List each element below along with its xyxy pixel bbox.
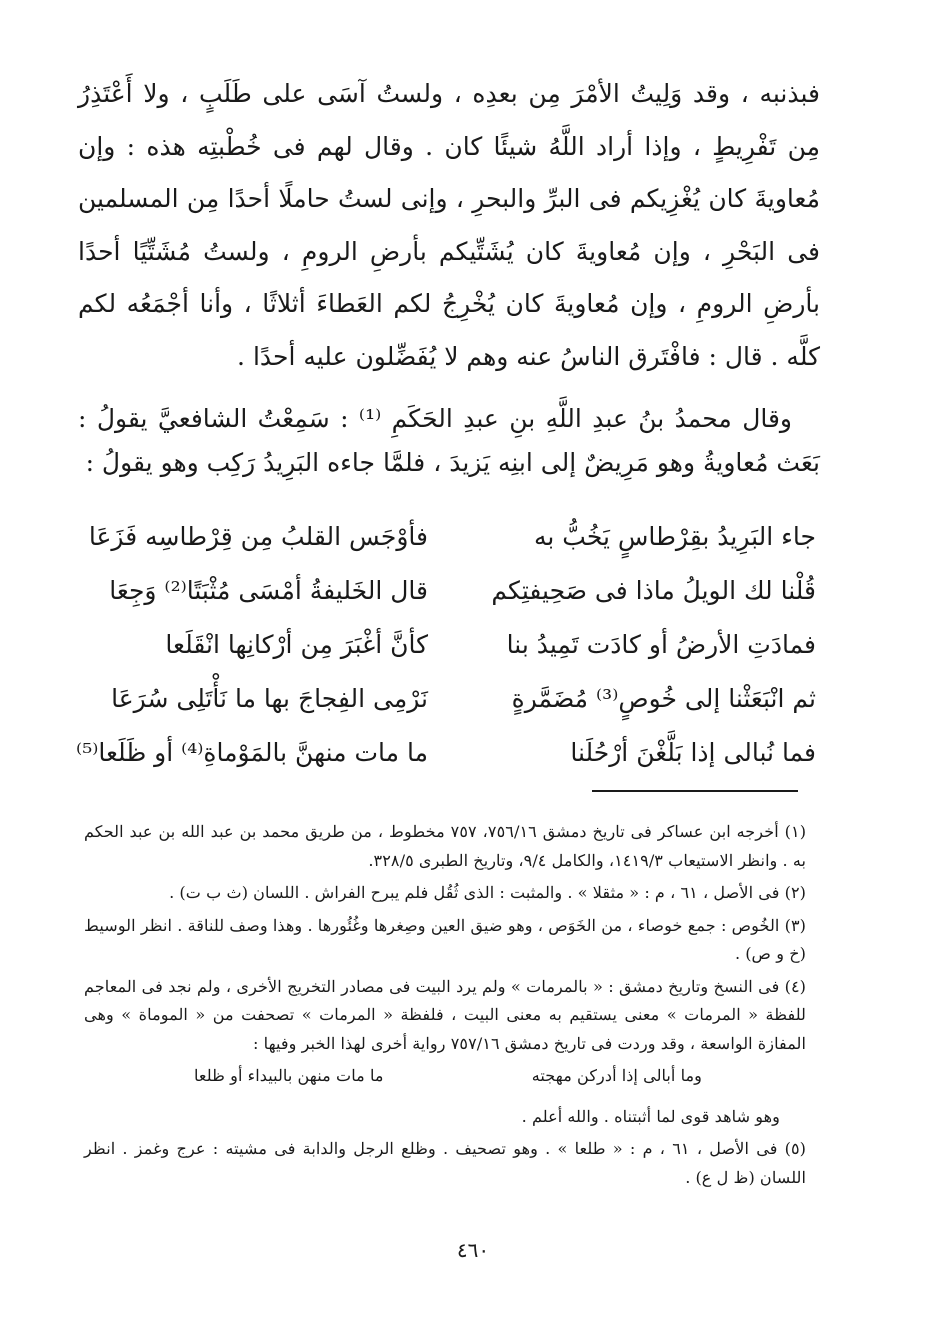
verse-first-hemistich: فمادَتِ الأرضُ أو كادَت تَمِيدُ بنا	[506, 630, 816, 659]
footnote-4-verse	[84, 1062, 806, 1091]
footnote-3: (٣) الخُوص : جمع خوصاء ، من الخَوَص ، وهو ضيق العين وصِغرها وغُئُورها . وهذا وصف للناقة . انظر الوسيط (خ و ص) .	[84, 915, 806, 963]
verse-second-hemistich: قال الخَليفةُ أمْسَى مُثْبَتًا⁽²⁾ وَجِعَا	[109, 576, 428, 605]
verse-first-hemistich: قُلْنا لك الويلُ ماذا فى صَحِيفتِكم	[491, 576, 816, 605]
footnote-divider	[592, 790, 798, 792]
poem-verse	[78, 726, 820, 780]
footnote-verse-second: ما مات منهن بالبيداء أو ظلعا	[194, 1066, 384, 1085]
footnotes	[84, 818, 806, 1196]
poem	[78, 510, 820, 780]
verse-second-hemistich: نَرْمِى الفِجاجَ بها ما نَأْتَلِى سُرَعَا	[111, 684, 428, 713]
page-number: ٤٦٠	[456, 1238, 490, 1262]
footnote-1: (١) أخرجه ابن عساكر فى تاريخ دمشق ٧٥٦/١٦، ٧٥٧ مخطوط ، من طريق محمد بن عبد الله بن عبد الحكم به . وانظر الاستيعاب ١٤١٩/٣، والكامل ٩/٤، وتاريخ الطبرى ٣٢٨/٥.	[84, 822, 807, 870]
poem-verse	[78, 618, 820, 672]
poem-verse	[78, 672, 820, 726]
verse-first-hemistich: فما نُبالى إذا بَلَّغْنَ أرْحُلَنا	[570, 738, 816, 767]
main-text	[78, 68, 820, 485]
verse-first-hemistich: جاء البَرِيدُ بقِرْطاسٍ يَخُبُّ به	[533, 522, 816, 551]
paragraph-1: فبذنبه ، وقد وَلِيتُ الأمْرَ مِن بعدِه ، ولستُ آسَى على طَلَبٍ ، ولا أَعْتَذِرُ مِن تَفْرِيطٍ ، وإذا أراد اللَّهُ شيئًا كان . وقال لهم فى خُطْبتِه هذه : وإن مُعاويةَ كان يُغْزِيكم فى البرِّ والبحرِ ، وإنى لستُ حاملًا أحدًا مِن المسلمين فى البَحْرِ ، وإن مُعاويةَ كان يُشَتِّيكم بأرضِ الرومِ ، ولستُ مُشَتِّيًا أحدًا بأرضِ الرومِ ، وإن مُعاويةَ كان يُخْرِجُ لكم العَطاءَ أثلاثًا ، وأنا أجْمَعُه لكم كلَّه . قال : فافْتَرق الناسُ عنه وهم لا يُفَضِّلون عليه أحدًا .	[78, 79, 820, 371]
verse-second-hemistich: ما مات منهنَّ بالمَوْماةِ⁽⁴⁾ أو ظَلَعا⁽⁵⁾	[76, 738, 428, 767]
verse-first-hemistich: ثم انْبَعَثْنا إلى خُوصٍ⁽³⁾ مُضَمَّرةٍ	[511, 684, 816, 713]
poem-verse	[78, 564, 820, 618]
footnote-2: (٢) فى الأصل ، ٦١ ، م : « مثقلا » . والمثبت : الذى ثُقُل فلم يبرح الفراش . اللسان (ث ب ت) .	[169, 883, 806, 902]
footnote-4-conclusion: وهو شاهد قوى لما أثبتناه . والله أعلم .	[521, 1106, 780, 1126]
poem-verse	[78, 510, 820, 564]
footnote-verse-first: وما أبالى إذا أدركن مهجته	[531, 1066, 702, 1085]
footnote-4: (٤) فى النسخ وتاريخ دمشق : « بالمرمات » ولم يرد البيت فى مصادر التخريج الأخرى ، ولم نجد فى المعاجم للفظة « المرمات » معنى يستقيم به معنى البيت ، فلفظة « المرمات » تصحفت من « الموماة » وهى المفازة الواسعة ، وقد وردت فى تاريخ دمشق ٧٥٧/١٦ رواية أخرى لهذا الخبر وفيها :	[84, 976, 806, 1053]
paragraph-2: وقال محمدُ بنُ عبدِ اللَّهِ بنِ عبدِ الحَكَمِ ⁽¹⁾ : سَمِعْتُ الشافعيَّ يقولُ : بَعَث مُعاويةُ وهو مَرِيضٌ إلى ابنِه يَزيدَ ، فلمَّا جاءه البَرِيدُ رَكِب وهو يقولُ :	[78, 404, 820, 477]
footnote-5: (٥) فى الأصل ، ٦١ ، م : « طلعا » . وهو تصحيف . وظلع الرجل والدابة فى مشيته : عرج وغمز . انظر اللسان (ظ ل ع) .	[84, 1139, 806, 1187]
verse-second-hemistich: كأنَّ أغْبَرَ مِن أرْكانِها انْقَلَعا	[165, 630, 428, 659]
verse-second-hemistich: فأوْجَس القلبُ مِن قِرْطاسِه فَزَعَا	[88, 522, 428, 551]
